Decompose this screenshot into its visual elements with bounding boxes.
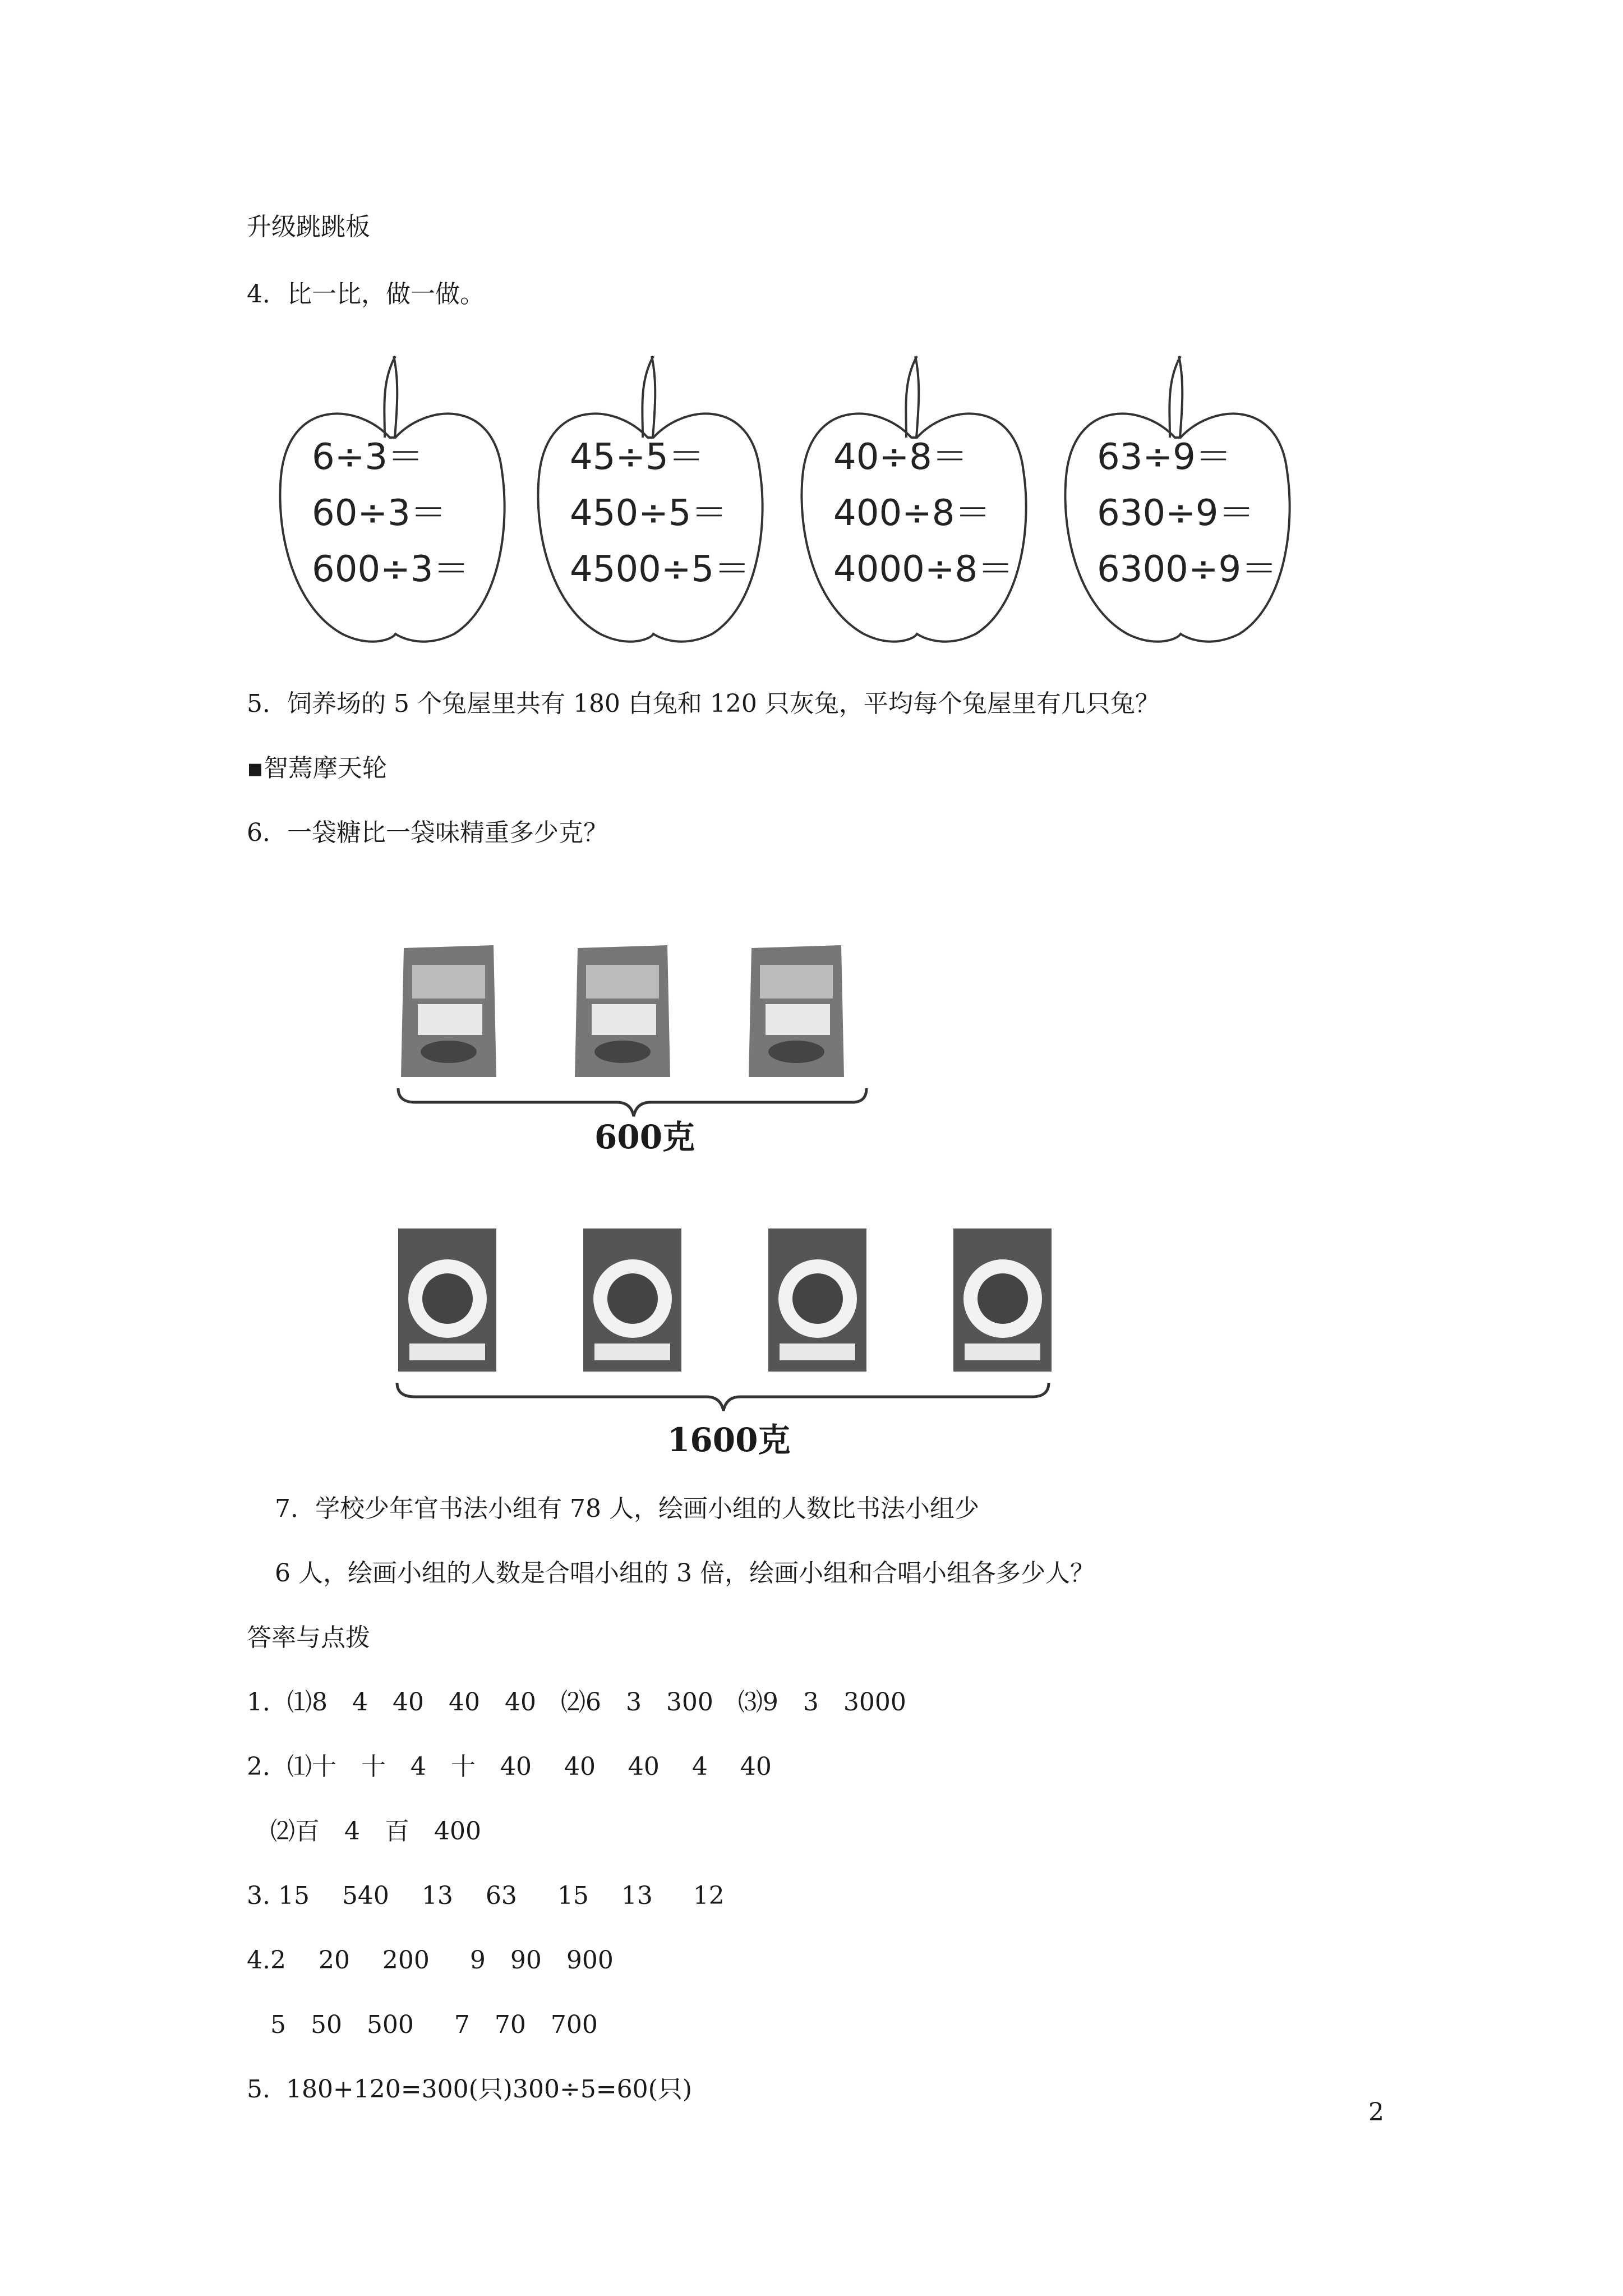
section-heading-wheel: ▪智蔫摩天轮 [247,754,387,783]
sugar-bag-group [393,1223,1066,1470]
apple-2-expr-2: 450÷5＝ [570,493,727,534]
msg-total-weight-label: 600克 [594,1118,695,1156]
answer-line-7: 5. 180+120=300(只)300÷5=60(只) [247,2075,692,2104]
apple-3-expr-2: 400÷8＝ [833,493,991,534]
apple-1-expr-1: 6÷3＝ [312,436,424,478]
apple-2-expr-1: 45÷5＝ [570,436,704,478]
page-number: 2 [1368,2098,1384,2127]
answer-line-1: 1．⑴8 4 40 40 40 ⑵6 3 300 ⑶9 3 3000 [247,1688,906,1717]
apple-1-expr-2: 60÷3＝ [312,493,446,534]
answer-line-4: 3. 15 540 13 63 15 13 12 [247,1881,725,1910]
apple-2 [533,342,768,656]
answer-line-2: 2．⑴十 十 4 十 40 40 40 4 40 [247,1752,772,1781]
apple-4-expr-1: 63÷9＝ [1097,436,1232,478]
apple-4-expr-2: 630÷9＝ [1097,493,1255,534]
question-7-line-1: 7．学校少年官书法小组有 78 人，绘画小组的人数比书法小组少 [275,1494,979,1523]
answer-line-5: 4.2 20 200 9 90 900 [247,1946,614,1975]
apple-2-expr-3: 4500÷5＝ [570,549,750,590]
apple-exercises [275,342,1318,656]
question-6: 6．一袋糖比一袋味精重多少克？ [247,818,608,847]
apple-3-expr-3: 4000÷8＝ [833,549,1014,590]
apple-3-expr-1: 40÷8＝ [833,436,968,478]
apple-4-expr-3: 6300÷9＝ [1097,549,1278,590]
answer-line-3: ⑵百 4 百 400 [247,1817,481,1846]
apple-1-expr-3: 600÷3＝ [312,549,469,590]
answers-heading: 答率与点拨 [247,1623,370,1652]
question-4: 4．比一比，做一做。 [247,280,485,309]
question-7-line-2: 6 人，绘画小组的人数是合唱小组的 3 倍，绘画小组和合唱小组各多少人？ [275,1559,1095,1588]
apple-4 [1060,342,1295,656]
sugar-total-weight-label: 1600克 [667,1421,791,1459]
apple-1 [275,342,510,656]
msg-bag-group [393,942,875,1156]
question-5: 5．饲养场的 5 个兔屋里共有 180 白兔和 120 只灰兔，平均每个兔屋里有几只兔？ [247,689,1160,718]
answer-line-6: 5 50 500 7 70 700 [247,2010,598,2039]
apple-3 [796,342,1032,656]
section-heading-upgrade: 升级跳跳板 [247,213,370,241]
